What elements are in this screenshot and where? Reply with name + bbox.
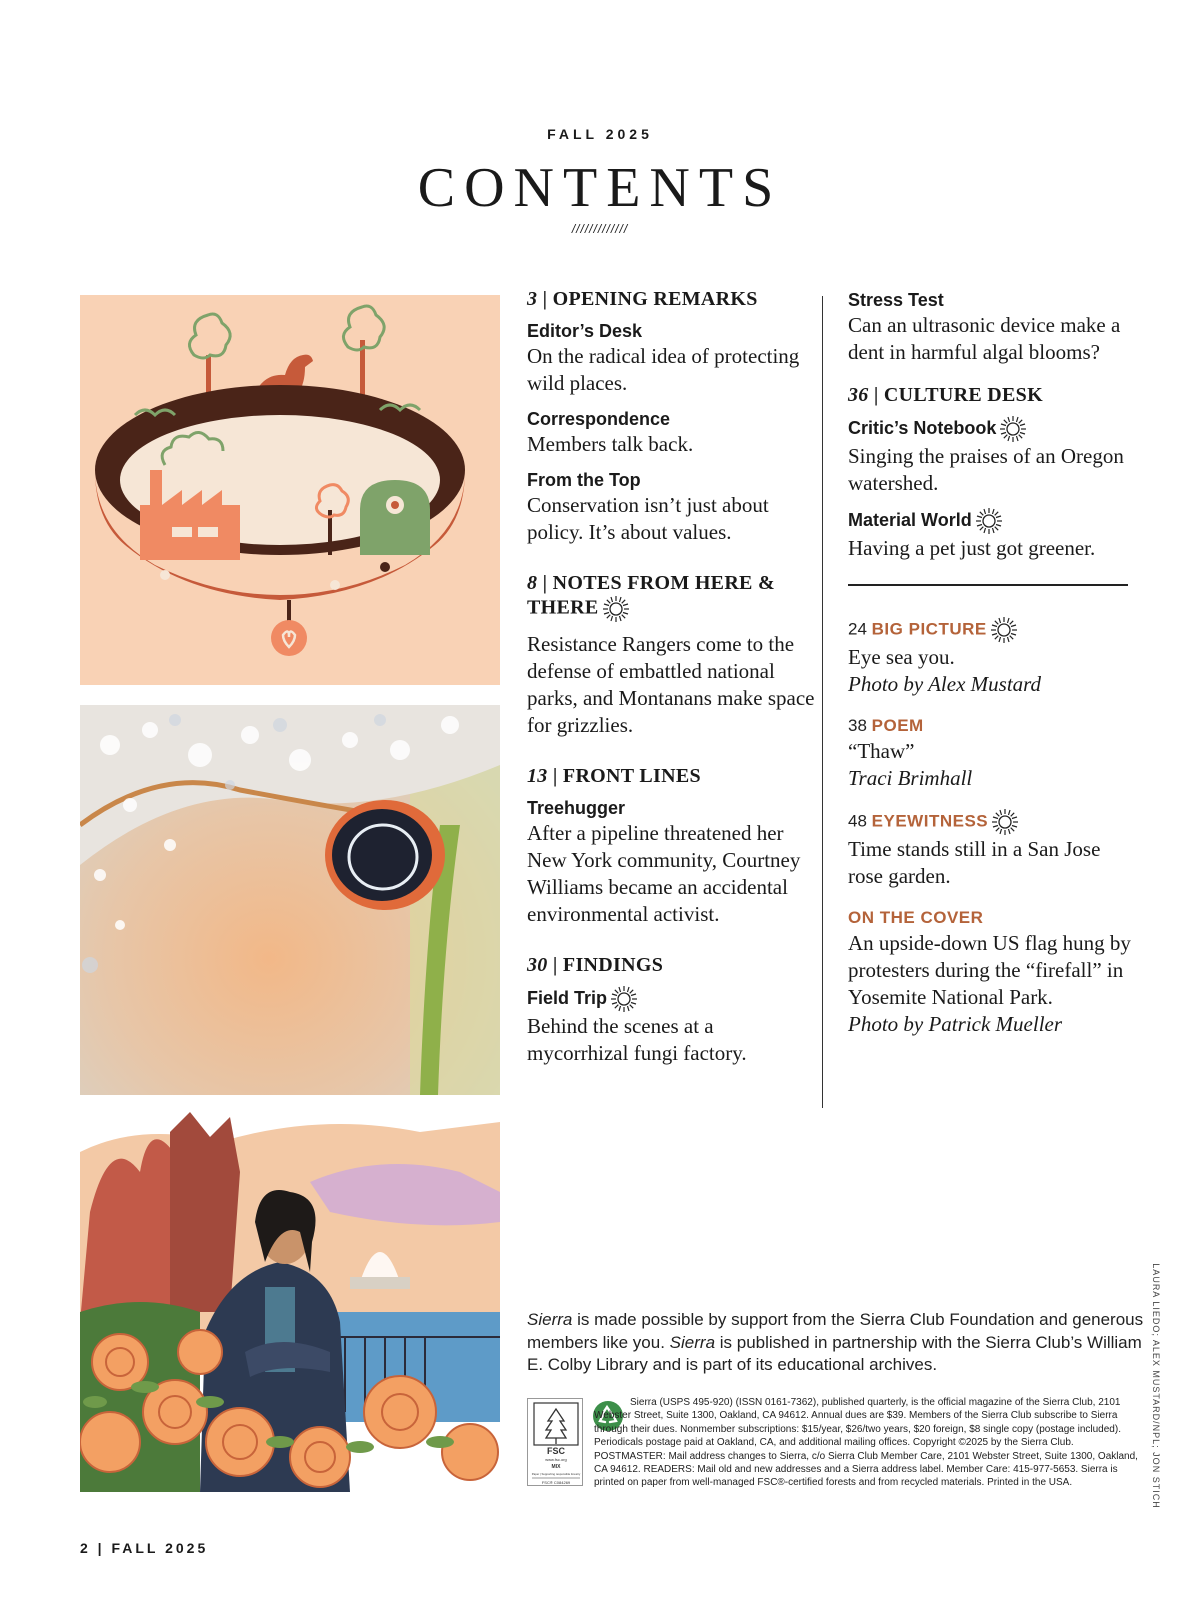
item-title: Critic’s Notebook xyxy=(848,415,1138,443)
item-description: Time stands still in a San Jose rose garden. xyxy=(848,837,1101,888)
section-label: OPENING REMARKS xyxy=(552,288,758,310)
photo-byline: Photo by Alex Mustard xyxy=(848,672,1042,696)
item-description: Eye sea you. xyxy=(848,645,955,669)
section-label: FINDINGS xyxy=(562,954,664,976)
fsc-mix: MIX xyxy=(551,1464,561,1470)
feature-heading xyxy=(848,808,1138,836)
feature-page-number: 24 xyxy=(848,619,867,639)
fsc-label: FSC xyxy=(547,1446,565,1456)
item-title: Field Trip xyxy=(527,985,817,1013)
title-rule: ///////////// xyxy=(571,222,629,236)
fsc-url: www.fsc.org xyxy=(545,1457,567,1462)
sun-icon xyxy=(990,616,1018,644)
contents-item[interactable] xyxy=(527,468,817,546)
photo-credits: LAURA LIEDO; ALEX MUSTARD/NPL; JON STICH xyxy=(1151,1263,1161,1509)
feature-eyewitness[interactable] xyxy=(848,808,1138,890)
fsc-code: FSC® C084269 xyxy=(541,1480,571,1485)
item-title: Treehugger xyxy=(527,798,626,818)
feature-label: ON THE COVER xyxy=(848,908,984,927)
feature-heading xyxy=(848,616,1138,644)
item-title: Editor’s Desk xyxy=(527,321,643,341)
contents-item[interactable] xyxy=(848,507,1138,562)
contents-item[interactable] xyxy=(527,985,817,1067)
contents-item[interactable] xyxy=(527,319,817,397)
section-heading: 8 | NOTES FROM HERE & THERE xyxy=(527,572,817,623)
item-description: Having a pet just got greener. xyxy=(848,536,1096,560)
contents-item-stress-test[interactable] xyxy=(848,288,1138,366)
page-folio: 2 | FALL 2025 xyxy=(80,1540,209,1556)
contents-item[interactable] xyxy=(527,796,817,928)
feature-heading xyxy=(848,714,1138,738)
fsc-paper: Paper | Supporting responsible forestry xyxy=(531,1472,581,1476)
eye-photo xyxy=(80,705,500,1095)
contents-item[interactable] xyxy=(527,407,817,458)
section-opening-remarks xyxy=(527,288,817,546)
contents-item[interactable] xyxy=(848,415,1138,497)
item-title: Correspondence xyxy=(527,409,671,429)
poet-byline: Traci Brimhall xyxy=(848,766,973,790)
section-heading: 13 | FRONT LINES xyxy=(527,765,701,787)
section-page-number: 36 xyxy=(848,384,869,406)
feature-label: POEM xyxy=(871,716,924,735)
item-description: Behind the scenes at a mycorrhizal fungi factory. xyxy=(527,1014,747,1065)
item-description: Resistance Rangers come to the defense of embattled national parks, and Montanans make space for grizzlies. xyxy=(527,632,815,737)
sun-icon xyxy=(999,415,1027,443)
feature-page-number: 48 xyxy=(848,811,867,831)
rose-garden-illustration xyxy=(80,1112,500,1492)
section-heading: 30 | FINDINGS xyxy=(527,954,664,976)
feature-label: EYEWITNESS xyxy=(871,811,989,831)
section-label: FRONT LINES xyxy=(562,765,701,787)
section-heading: 3 | OPENING REMARKS xyxy=(527,288,758,310)
item-description: After a pipeline threatened her New York community, Courtney Williams became an accidental environmental activist. xyxy=(527,821,801,926)
section-rule xyxy=(848,584,1128,586)
feature-poem[interactable] xyxy=(848,714,1138,792)
item-description: “Thaw” xyxy=(848,739,915,763)
legal-notice: Sierra (USPS 495-920) (ISSN 0161-7362), published quarterly, is the official magazine of the Sierra Club, 2101 Webster Street, Suite 1300, Oakland, CA 94612. Annual dues are $39. Members of the Sierra Club subscribe to Sierra through their dues. Nonmember subscriptions: $15/year, $26/two years, $20 foreign, $8 single copy (postage included). Periodicals postage paid at Oakland, CA, and additional mailing offices. Copyright ©2025 by the Sierra Club. POSTMASTER: Mail address changes to Sierra, c/o Sierra Club Member Care, 2101 Webster Street, Suite 1300, Oakland, CA 94612. READERS: Mail old and new addresses and a Sierra address label. Member Care: 415-977-5653. Sierra is printed on paper from well-managed FSC®-certified forests and from recycled materials. Printed in the USA. xyxy=(594,1397,1138,1489)
item-description: Members talk back. xyxy=(527,432,694,456)
section-page-number: 13 xyxy=(527,765,548,787)
section-heading: 36 | CULTURE DESK xyxy=(848,384,1043,406)
page-title: CONTENTS xyxy=(417,157,783,219)
item-description: Conservation isn’t just about policy. It’s about values. xyxy=(527,493,769,544)
item-description: An upside-down US flag hung by protesters during the “firefall” in Yosemite National Park. xyxy=(848,931,1131,1009)
item-description: Can an ultrasonic device make a dent in harmful algal blooms? xyxy=(848,313,1121,364)
fsc-logo xyxy=(527,1398,583,1486)
feature-label: BIG PICTURE xyxy=(871,619,987,639)
item-description: On the radical idea of protecting wild places. xyxy=(527,344,800,395)
section-notes-from-here-and-there[interactable] xyxy=(527,572,817,739)
item-title: Stress Test xyxy=(848,290,944,310)
sun-icon xyxy=(975,507,1003,535)
item-title: From the Top xyxy=(527,470,641,490)
photo-byline: Photo by Patrick Mueller xyxy=(848,1012,1063,1036)
section-page-number: 8 xyxy=(527,572,538,594)
section-findings xyxy=(527,954,817,1067)
sun-icon xyxy=(602,595,630,623)
sun-icon xyxy=(610,985,638,1013)
section-label: CULTURE DESK xyxy=(883,384,1043,406)
item-title: Material World xyxy=(848,507,1138,535)
issue-season: FALL 2025 xyxy=(547,126,653,142)
section-culture-desk xyxy=(848,384,1138,562)
section-page-number: 30 xyxy=(527,954,548,976)
section-page-number: 3 xyxy=(527,288,538,310)
feature-page-number: 38 xyxy=(848,716,867,735)
support-statement: Sierra is made possible by support from the Sierra Club Foundation and generous members like you. Sierra is published in partnership with the Sierra Club’s William E. Colby Library and is part of its educational archives. xyxy=(527,1310,1144,1374)
section-front-lines xyxy=(527,765,817,928)
contents-left-column xyxy=(527,288,817,1093)
contents-right-column xyxy=(848,288,1138,1054)
item-description: Singing the praises of an Oregon watershed. xyxy=(848,444,1124,495)
feature-heading xyxy=(848,906,1138,930)
collar-illustration xyxy=(80,295,500,685)
feature-on-the-cover[interactable] xyxy=(848,906,1138,1038)
feature-big-picture[interactable] xyxy=(848,616,1138,698)
sun-icon xyxy=(991,808,1019,836)
column-divider xyxy=(822,296,823,1108)
section-label: NOTES FROM HERE & THERE xyxy=(527,572,775,619)
